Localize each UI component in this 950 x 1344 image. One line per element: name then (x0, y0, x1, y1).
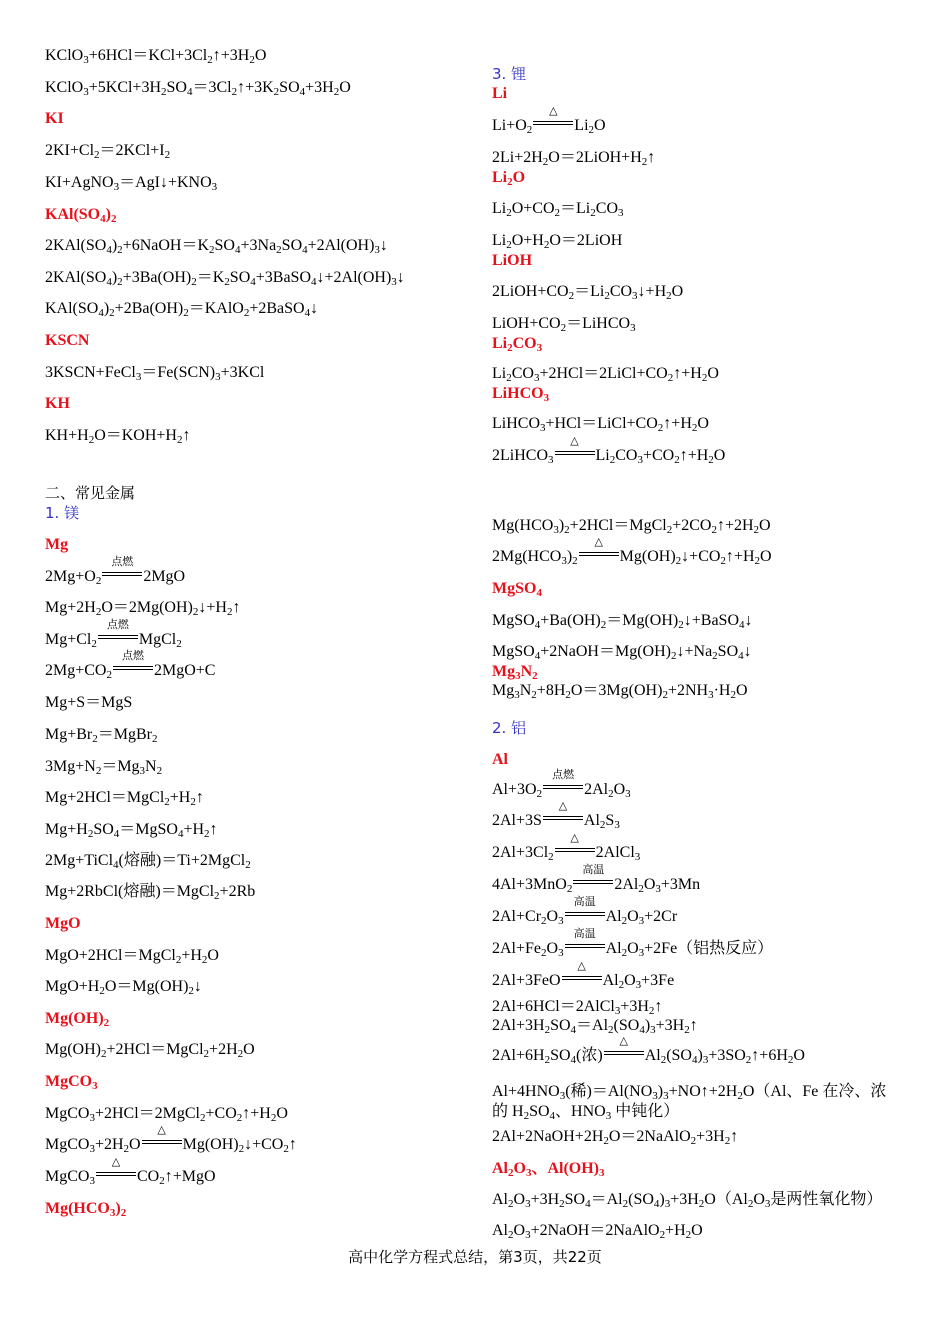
equation-line: 的 $H_2SO_4$、$HNO_3$ 中钝化） (492, 1103, 680, 1122)
left-column (45, 0, 485, 1250)
equation-line: $Al+3O_2$ 点燃 $2Al_2O_3$ (492, 768, 631, 800)
equation-line: $3Mg+N_2=Mg_3N_2$ (45, 758, 163, 777)
equation-line: $MgO+2HCl=MgCl_2+H_2O$ (45, 947, 219, 966)
equation-line: $2Al+Cr_2O_3$ 高温 $Al_2O_3+2Cr$ (492, 895, 678, 927)
equation-line: $2KAl(SO_4)_2+6NaOH=K_2SO_4+3Na_2SO_4+2Al(OH)_3↓$ (45, 237, 388, 256)
condition-equals: 点燃 (113, 663, 153, 675)
equation-line: $MgO+H_2O=Mg(OH)_2↓$ (45, 978, 202, 997)
equation-line: $KI+AgNO_3=AgI↓+KNO_3$ (45, 174, 218, 193)
compound-heading: LiHCO$_3$ (492, 385, 550, 404)
compound-heading: Mg (45, 536, 69, 553)
equation-line: $KClO_3+5KCl+3H_2SO_4=3Cl_2↑+3K_2SO_4+3H_2O$ (45, 79, 351, 98)
equation-line: $Mg(OH)_2+2HCl=MgCl_2+2H_2O$ (45, 1041, 255, 1060)
compound-heading: MgCO$_3$ (45, 1073, 98, 1092)
compound-heading: MgO (45, 915, 81, 932)
equation-line: $MgSO_4+Ba(OH)_2=Mg(OH)_2↓+BaSO_4↓$ (492, 612, 753, 631)
equation-line: $LiOH+CO_2=LiHCO_3$ (492, 315, 636, 334)
equation-line: $2Al+2NaOH+2H_2O=2NaAlO_2+3H_2↑$ (492, 1128, 739, 1147)
right-column (492, 0, 932, 1250)
equation-line: $2Mg+CO_2$ 点燃 2MgO+C (45, 649, 216, 681)
condition-equals: 点燃 (102, 569, 142, 581)
equation-line: $2KI+Cl_2=2KCl+I_2$ (45, 142, 171, 161)
equation-line: $2LiOH+CO_2=Li_2CO_3↓+H_2O$ (492, 283, 684, 302)
condition-equals: △ (555, 845, 595, 857)
equation-line: $Mg_3N_2+8H_2O=3Mg(OH)_2+2NH_3\cdot H_2O$ (492, 682, 748, 701)
equation-line: 2LiHCO$_3$ △ $Li_2CO_3+CO_2↑+H_2O$ (492, 434, 726, 466)
equation-line: $2Al+Fe_2O_3$ 高温 $Al_2O_3+2Fe$（铝热反应） (492, 927, 774, 959)
compound-heading: KH (45, 395, 70, 412)
condition-equals: △ (555, 448, 595, 460)
compound-heading: Al (492, 751, 508, 768)
part-heading: 二、常见金属 (45, 484, 136, 502)
equation-line: $Li+O_2$ △ $Li_2O$ (492, 104, 606, 136)
equation-line: $MgCO_3+2H_2O$ △ $Mg(OH)_2↓+CO_2↑$ (45, 1123, 297, 1155)
condition-equals: △ (142, 1137, 182, 1149)
section-heading: 2. 铝 (492, 719, 527, 737)
equation-line: $MgCO_3+2HCl=2MgCl_2+CO_2↑+H_2O$ (45, 1105, 288, 1124)
equation-line: $Li_2O+CO_2=Li_2CO_3$ (492, 200, 624, 219)
equation-line: $Al_2O_3+2NaOH=2NaAlO_2+H_2O$ (492, 1222, 703, 1241)
compound-heading: KI (45, 110, 64, 127)
condition-equals: △ (604, 1048, 644, 1060)
equation-line: $Li_2O+H_2O=2LiOH$ (492, 232, 623, 251)
compound-heading: $Mg(OH)_2$ (45, 1010, 110, 1029)
compound-heading: $Mg_3N_2$ (492, 663, 538, 682)
compound-heading: $Al_2O_3$、$Al(OH)_3$ (492, 1160, 605, 1179)
compound-heading: $KAl(SO_4)_2$ (45, 206, 117, 225)
equation-line: $Li_2CO_3+2HCl=2LiCl+CO_2↑+H_2O$ (492, 365, 719, 384)
equation-line: $2Li+2H_2O=2LiOH+H_2↑$ (492, 149, 656, 168)
section-heading: 3. 锂 (492, 65, 527, 83)
condition-equals: △ (533, 118, 573, 130)
equation-line: 2Mg+TiCl$_4$(熔融)＝Ti+2MgCl$_2$ (45, 852, 251, 871)
equation-line: $KClO_3+6HCl=KCl+3Cl_2↑+3H_2O$ (45, 47, 267, 66)
equation-line: $Mg+H_2SO_4=MgSO_4+H_2↑$ (45, 821, 218, 840)
compound-heading: $Li_2O$ (492, 169, 526, 188)
equation-line: $2Mg(HCO_3)_2$ △ $Mg(OH)_2↓+CO_2↑+H_2O$ (492, 535, 772, 567)
equation-line: $LiHCO_3+HCl=LiCl+CO_2↑+H_2O$ (492, 415, 709, 434)
equation-line: $Mg+Br_2=MgBr_2$ (45, 726, 158, 745)
condition-equals: 高温 (565, 941, 605, 953)
equation-line: $Al_2O_3+3H_2SO_4=Al_2(SO_4)_3+3H_2O(Al_2O_3$是两性氧化物） (492, 1191, 883, 1210)
condition-equals: 高温 (573, 877, 613, 889)
equation-line: $Mg+2HCl=MgCl_2+H_2↑$ (45, 789, 204, 808)
equation-line: $KAl(SO_4)_2+2Ba(OH)_2=KAlO_2+2BaSO_4↓$ (45, 300, 319, 319)
equation-line: $2Al+3H_2SO_4=Al_2(SO_4)_3+3H_2↑$ (492, 1017, 698, 1036)
equation-line: 4Al+3MnO$_2$ 高温 $2Al_2O_3+3Mn$ (492, 863, 701, 895)
equation-line: Mg+2RbCl(熔融)＝MgCl$_2$+2Rb (45, 883, 256, 902)
equation-line: $2KAl(SO_4)_2+3Ba(OH)_2=K_2SO_4+3BaSO_4↓+2Al(OH)_3↓$ (45, 269, 405, 288)
compound-heading: LiOH (492, 252, 533, 269)
equation-line: 2Al+3S △ $Al_2S_3$ (492, 799, 620, 831)
equation-line: $Mg(HCO_3)_2+2HCl=MgCl_2+2CO_2↑+2H_2O$ (492, 517, 771, 536)
equation-line: $Mg+Cl_2$ 点燃 MgCl$_2$ (45, 618, 182, 650)
equation-line: $3KSCN+FeCl_3=Fe(SCN)_3+3KCl$ (45, 364, 265, 383)
equation-line: $Mg+2H_2O=2Mg(OH)_2↓+H_2↑$ (45, 599, 241, 618)
equation-line: Mg+S＝MgS (45, 694, 133, 711)
equation-line: $MgSO_4+2NaOH=Mg(OH)_2↓+Na_2SO_4↓$ (492, 643, 752, 662)
condition-equals: △ (96, 1169, 136, 1181)
equation-line: MgCO$_3$ △ $CO_2↑+MgO$ (45, 1155, 216, 1187)
condition-equals: 点燃 (98, 632, 138, 644)
equation-line: $2Al+6H_2SO_4$(浓) △ $Al_2(SO_4)_3+3SO_2↑+6H_2O$ (492, 1034, 805, 1066)
equation-line: $2Al+3Cl_2$ △ 2AlCl$_3$ (492, 831, 641, 863)
condition-equals: △ (543, 813, 583, 825)
compound-heading: MgSO$_4$ (492, 580, 542, 599)
compound-heading: $Li_2CO_3$ (492, 335, 543, 354)
condition-equals: 高温 (565, 909, 605, 921)
section-heading: 1. 镁 (45, 504, 80, 522)
compound-heading: Li (492, 85, 508, 102)
equation-line: 2Al+3FeO △ $Al_2O_3+3Fe$ (492, 959, 675, 991)
equation-line: $2Mg+O_2$ 点燃 2MgO (45, 555, 186, 587)
compound-heading: KSCN (45, 332, 90, 349)
compound-heading: $Mg(HCO_3)_2$ (45, 1200, 127, 1219)
condition-equals: 点燃 (543, 782, 583, 794)
condition-equals: △ (579, 549, 619, 561)
equation-line: $KH+H_2O=KOH+H_2↑$ (45, 427, 191, 446)
condition-equals: △ (562, 973, 602, 985)
equation-line: $2Al+6HCl=2AlCl_3+3H_2↑$ (492, 998, 663, 1017)
equation-line: $Al+4HNO_3$(稀)$=Al(NO_3)_3+NO↑+2H_2O(Al$、Fe 在冷、浓 (492, 1083, 887, 1102)
page-footer: 高中化学方程式总结，第3页，共22页 (348, 1248, 602, 1266)
